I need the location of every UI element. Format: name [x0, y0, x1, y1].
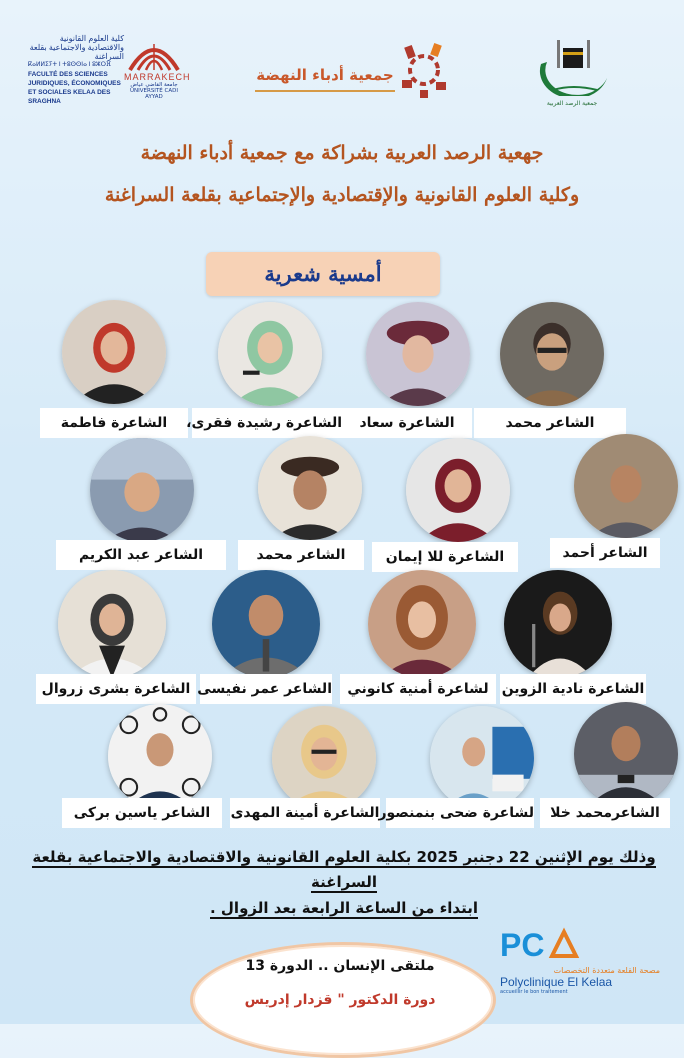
heading-line-1: جهعية الرصد العربية بشراكة مع جمعية أدباء النهضة: [140, 142, 544, 164]
poet-photo: [272, 706, 376, 810]
poet-photo: [62, 300, 166, 404]
nahda-logo-icon: [398, 40, 450, 104]
event-place-line: [20, 873, 668, 891]
poet-name: الشاعر محمد: [474, 408, 626, 438]
poet-photo: [430, 706, 534, 810]
pck-logo-icon: [500, 926, 588, 962]
poet-name: الشاعرة للا إيمان: [372, 542, 518, 572]
poet-photo: [218, 302, 322, 406]
poet-photo: [108, 704, 212, 808]
polyclinique-logo: [500, 926, 660, 995]
poet-name: الشاعرمحمد خلا: [540, 798, 670, 828]
faculty-name-arabic: كلية العلوم القانونية والاقتصادية والاجتماعية بقلعة السراغنة: [29, 34, 124, 61]
nahda-logo-text: جمعية أدباء النهضة: [255, 66, 395, 92]
event-date-text: وذلك يوم الإثنين 22 دجنبر 2025 بكلية العلوم القانونية والاقتصادية والاجتماعية بقلعة: [32, 848, 656, 866]
sponsor-tagline: accueillir le bon traitement: [500, 989, 568, 995]
faculty-name-tifinagh: ⴽⴰⵍⵍⵉⵢⵜ ⵏ ⵜⵓⵙⵙⵏⴰ ⵏ ⵓⵣⵔⴼ: [28, 62, 112, 68]
poet-photo: [90, 438, 194, 542]
rasd-logo: [522, 34, 622, 107]
poet-name: الشاعر أحمد: [550, 538, 660, 568]
poet-name: الشاعر ياسين بركى: [62, 798, 222, 828]
poet-photo: [368, 570, 476, 678]
event-time-line: [20, 899, 668, 917]
poet-name: الشاعرة نادية الزوين: [500, 674, 646, 704]
poet-photo: [212, 570, 320, 678]
crescent-kaaba-icon: [527, 34, 617, 96]
uca-logo: [124, 38, 191, 100]
sponsor-arabic-name: مصحة القلعة متعددة التخصصات: [553, 966, 660, 975]
poet-name: الشاعرة فاطمة: [40, 408, 188, 438]
event-title: أمسية شعرية: [206, 252, 440, 296]
poet-name: الشاعرة بشرى زروال: [36, 674, 196, 704]
poet-name: الشاعرة رشيدة فقرى،: [192, 408, 342, 438]
poet-photo: [258, 436, 362, 540]
rasd-caption: جمعية الرصد العربية: [546, 100, 598, 107]
faculty-logo: [28, 34, 124, 106]
uca-arches-icon: [126, 38, 182, 72]
heading-line-2: وكلية العلوم القانونية والإقتصادية والإجتماعية بقلعة السراغنة: [104, 184, 580, 206]
uca-name: MARRAKECH: [124, 72, 191, 82]
event-time-text: ابتداء من الساعة الرابعة بعد الزوال .: [210, 899, 478, 917]
poet-photo: [500, 302, 604, 406]
event-date-line: [20, 848, 668, 866]
poet-photo: [574, 434, 678, 538]
forum-edition: ملتقى الإنسان .. الدورة 13: [245, 958, 435, 974]
poet-photo: [58, 570, 166, 678]
faculty-name-french: FACULTÉ DES SCIENCES JURIDIQUES, ÉCONOMIQUES ET SOCIALES KELAA DES SRAGHNA: [28, 71, 121, 105]
event-place-text: السراغنة: [311, 873, 377, 891]
poet-photo: [504, 570, 612, 678]
poet-photo: [406, 438, 510, 542]
poet-name: لشاعرة أمنية كانوني: [340, 674, 496, 704]
poet-photo: [366, 302, 470, 406]
forum-dedication: دورة الدكتور " قزدار إدريس: [244, 992, 436, 1008]
poet-name: الشاعر عمر نفيسى: [200, 674, 332, 704]
sponsor-english-name: Polyclinique El Kelaa: [500, 975, 613, 989]
uca-subtitle: جامعة القاضي عياض UNIVERSITÉ CADI AYYAD: [130, 82, 178, 100]
poet-name: الشاعرة سعاد: [342, 408, 472, 438]
svg-text:PC: PC: [500, 927, 545, 962]
poet-name: الشاعرة أمينة المهدى: [230, 798, 380, 828]
poet-photo: [574, 702, 678, 806]
poet-name: لشاعرة ضحى بنمنصور: [386, 798, 534, 828]
poet-name: الشاعر عبد الكريم: [56, 540, 226, 570]
poet-name: الشاعر محمد: [238, 540, 364, 570]
